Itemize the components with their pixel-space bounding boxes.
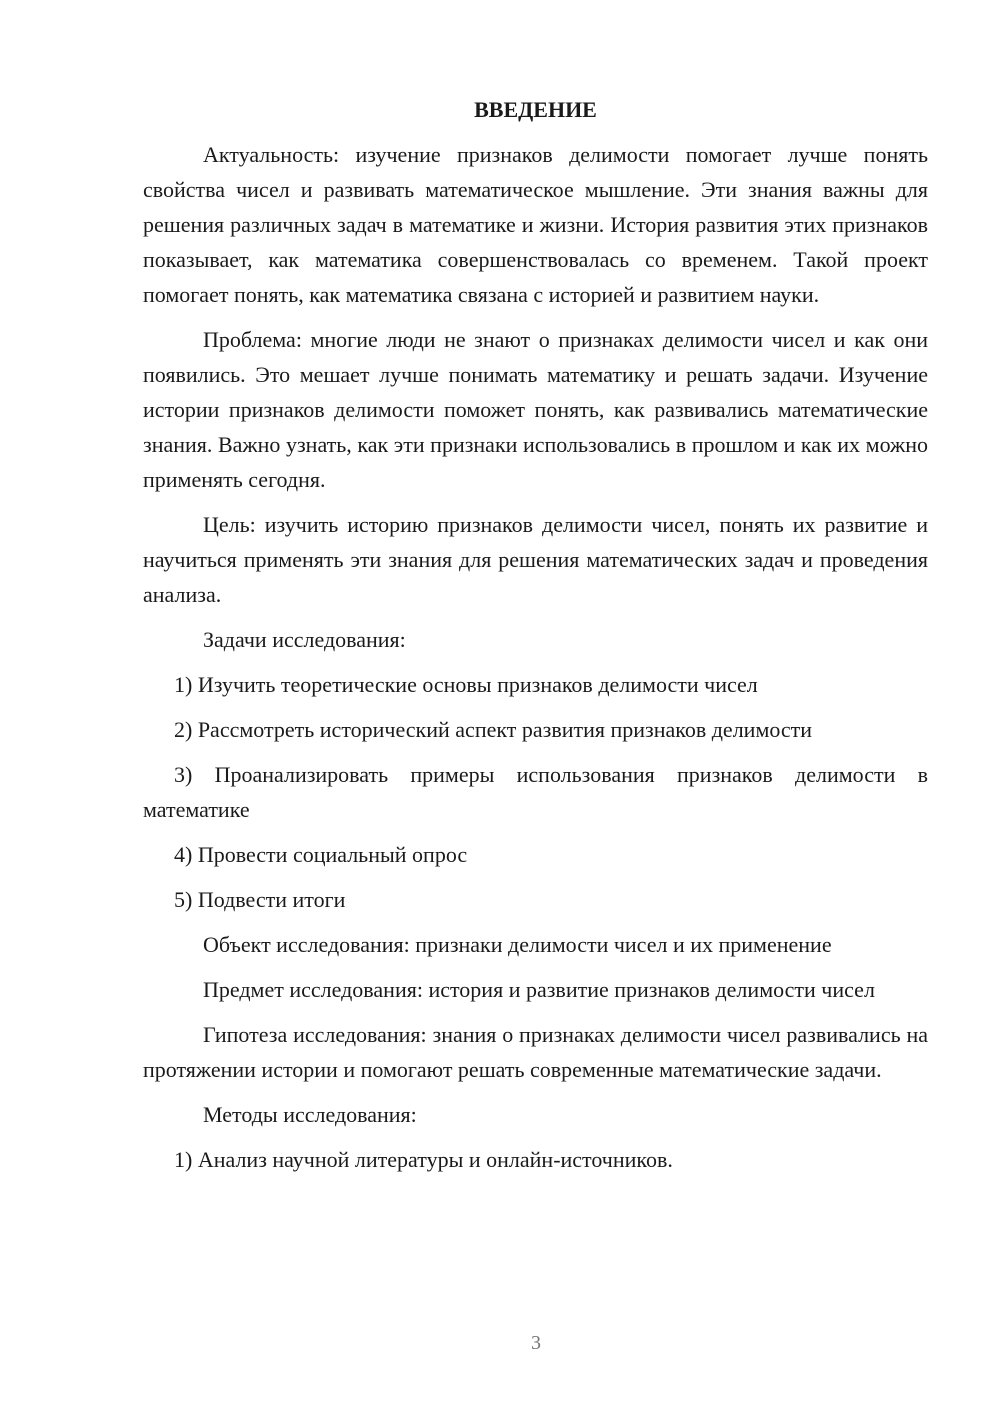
task-item-1: 1) Изучить теоретические основы признаков делимости чисел: [174, 672, 758, 697]
task-item-4: 4) Провести социальный опрос: [174, 842, 468, 867]
research-subject: Предмет исследования: история и развитие признаков делимости чисел: [203, 977, 875, 1002]
research-hypothesis: Гипотеза исследования: знания о признаках делимости чисел развивались на протяжении истории и помогают решать современные математические задачи.: [143, 1022, 928, 1082]
page-number: 3: [531, 1332, 541, 1354]
problem-paragraph: Проблема: многие люди не знают о признаках делимости чисел и как они появились. Это мешает лучше понимать математику и решать задачи. Изучение истории признаков делимости поможет понять, как развивались математические знания. Важно узнать, как эти признаки использовались в прошлом и как их можно применять сегодня.: [143, 327, 928, 492]
task-item-5: 5) Подвести итоги: [174, 887, 346, 912]
goal-paragraph: Цель: изучить историю признаков делимости чисел, понять их развитие и научиться применять эти знания для решения математических задач и проведения анализа.: [143, 512, 928, 607]
research-object: Объект исследования: признаки делимости чисел и их применение: [203, 932, 832, 957]
task-item-2: 2) Рассмотреть исторический аспект развития признаков делимости: [174, 717, 813, 742]
section-title: ВВЕДЕНИЕ: [474, 97, 597, 122]
tasks-heading: Задачи исследования:: [203, 627, 406, 652]
method-item-1: 1) Анализ научной литературы и онлайн-источников.: [174, 1147, 673, 1172]
document-body: [143, 92, 928, 1187]
task-item-3: 3) Проанализировать примеры использования признаков делимости в математике: [143, 762, 928, 822]
relevance-paragraph: Актуальность: изучение признаков делимости помогает лучше понять свойства чисел и развивать математическое мышление. Эти знания важны для решения различных задач в математике и жизни. История развития этих признаков показывает, как математика совершенствовалась со временем. Такой проект помогает понять, как математика связана с историей и развитием науки.: [143, 142, 928, 307]
methods-heading: Методы исследования:: [203, 1102, 417, 1127]
